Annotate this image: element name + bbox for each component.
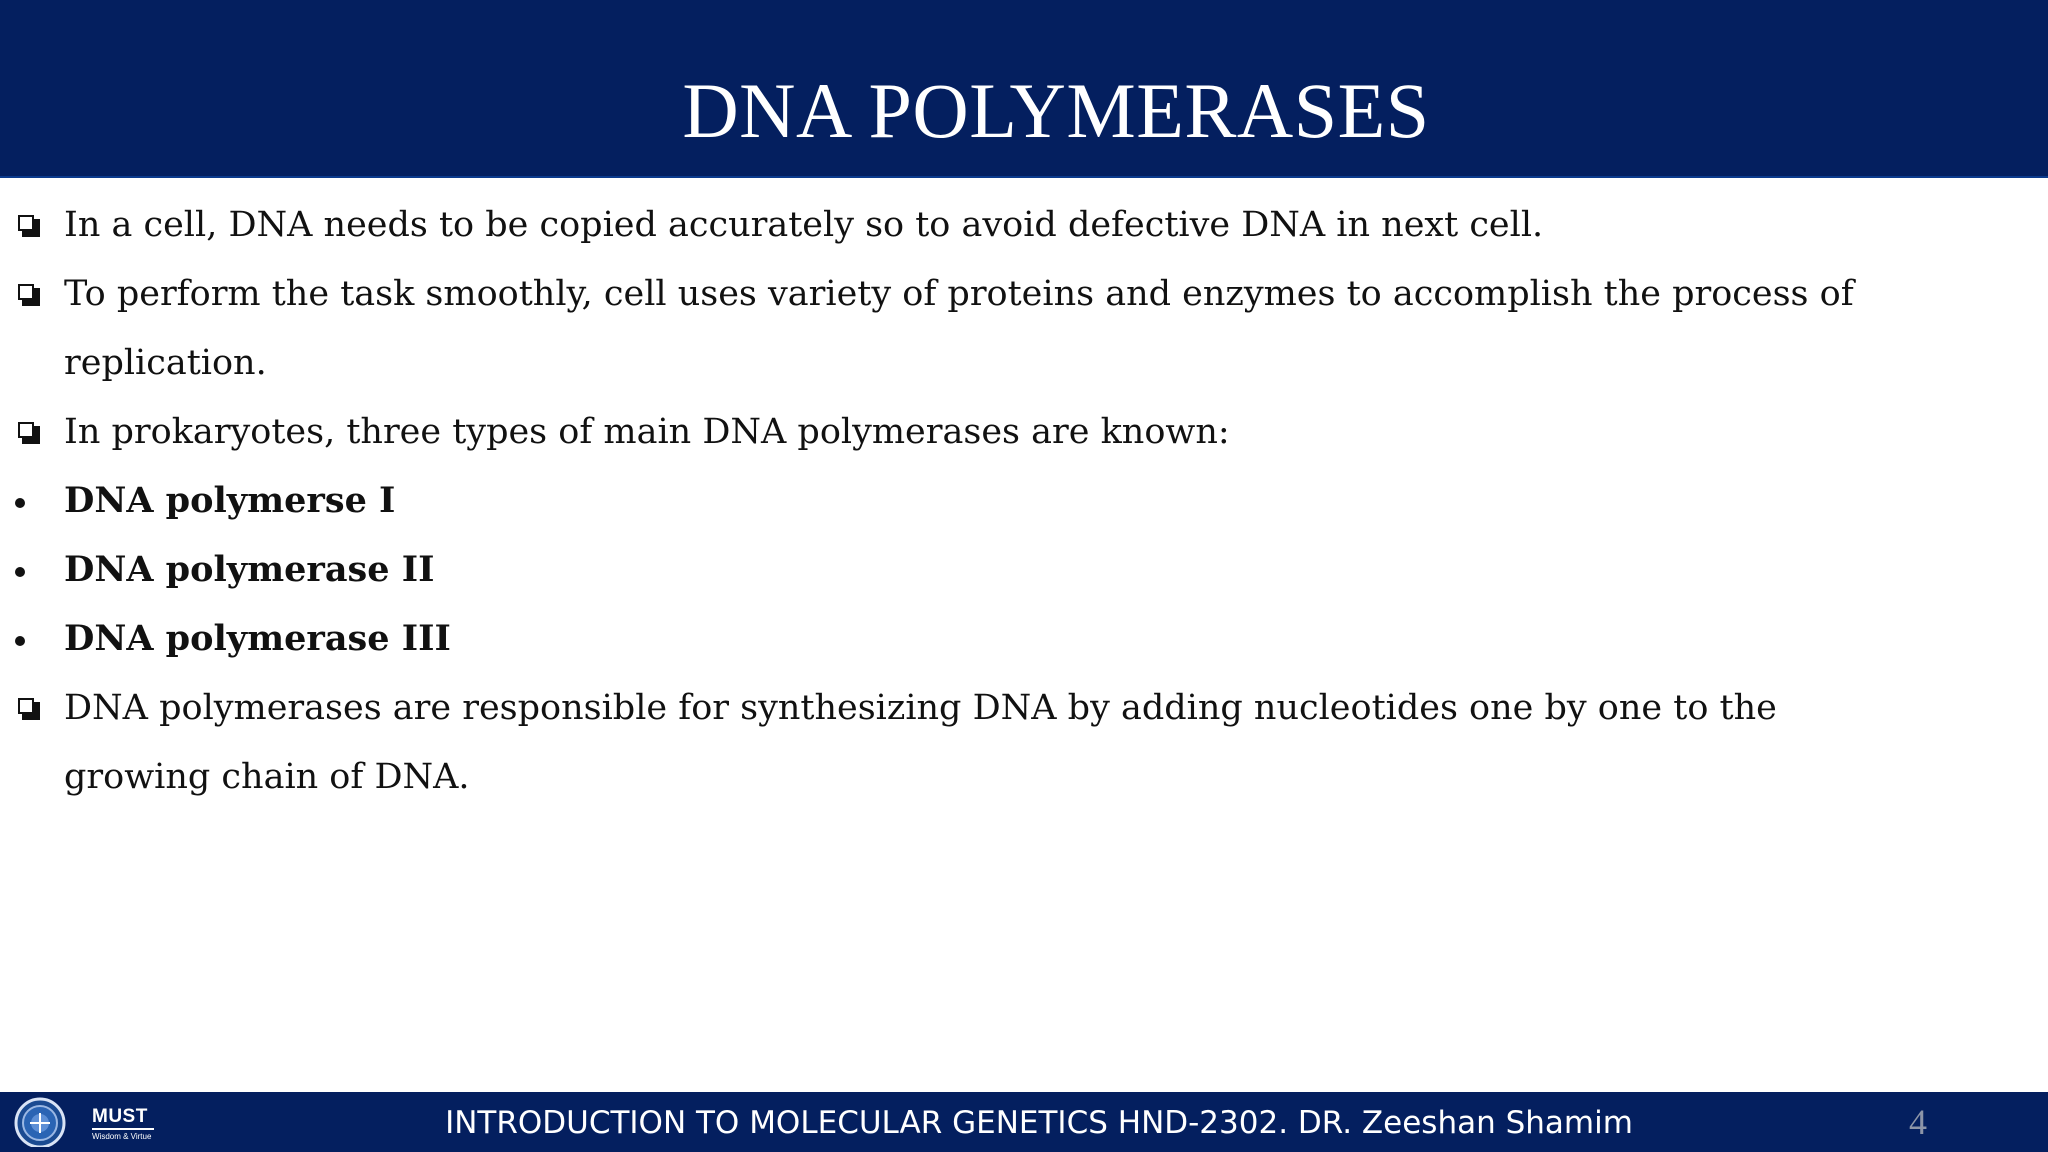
page-number: 4 — [1909, 1102, 1927, 1142]
slide-title: DNA POLYMERASES — [682, 67, 1430, 154]
content-text: DNA polymerase III — [64, 618, 451, 659]
footer-course-title: INTRODUCTION TO MOLECULAR GENETICS HND-2302. DR. Zeeshan Shamim — [445, 1105, 1633, 1141]
logo-tagline: Wisdom & Virtue — [92, 1132, 152, 1141]
content-text: To perform the task smoothly, cell uses variety of proteins and enzymes to accomplish the process of — [64, 274, 1854, 314]
content-line — [0, 677, 2048, 746]
content-text: replication. — [64, 343, 267, 383]
footer-bar — [0, 1092, 2048, 1152]
bullet-dot-icon — [15, 567, 25, 577]
bullet-line — [0, 608, 2048, 677]
square-checkbox-icon — [18, 215, 40, 237]
square-checkbox-icon — [18, 422, 40, 444]
content-text: growing chain of DNA. — [64, 757, 470, 797]
content-text: In prokaryotes, three types of main DNA polymerases are known: — [64, 412, 1230, 452]
bullet-line — [0, 539, 2048, 608]
content-text: DNA polymerases are responsible for synthesizing DNA by adding nucleotides one by one to the — [64, 688, 1777, 728]
content-line — [0, 401, 2048, 470]
content-text: DNA polymerase II — [64, 549, 435, 590]
content-line — [0, 263, 2048, 332]
bullet-dot-icon — [15, 498, 25, 508]
square-checkbox-icon — [18, 698, 40, 720]
content-text: In a cell, DNA needs to be copied accurately so to avoid defective DNA in next cell. — [64, 205, 1544, 245]
bullet-dot-icon — [15, 636, 25, 646]
square-checkbox-icon — [18, 284, 40, 306]
content-line-continuation — [0, 332, 2048, 401]
bullet-line — [0, 470, 2048, 539]
content-line-continuation — [0, 746, 2048, 815]
content-line — [0, 194, 2048, 263]
content-text: DNA polymerse I — [64, 480, 396, 521]
logo-text: MUST — [92, 1106, 148, 1127]
